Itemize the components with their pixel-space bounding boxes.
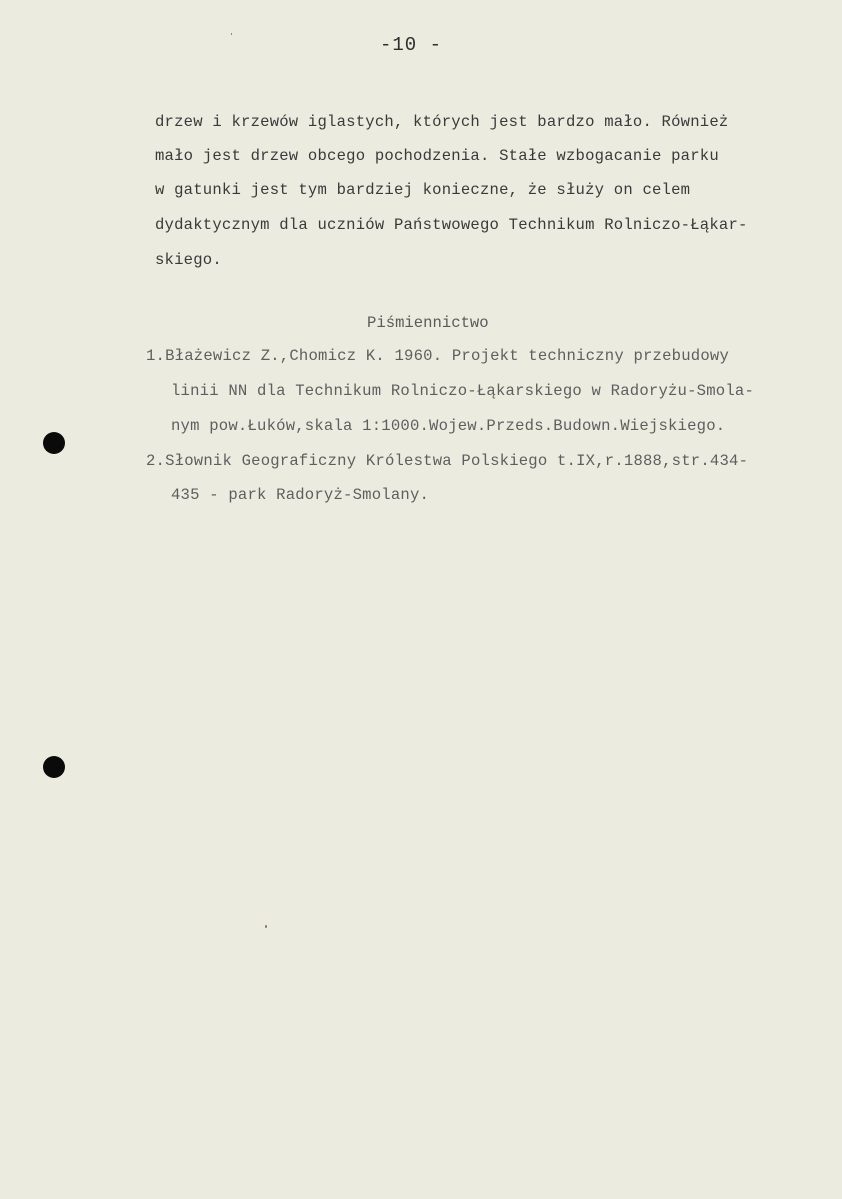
punch-hole bbox=[43, 432, 65, 454]
paper-speck bbox=[231, 33, 232, 35]
reference-line: 1.Błażewicz Z.,Chomicz K. 1960. Projekt techniczny przebudowy bbox=[146, 347, 730, 365]
reference-line: nym pow.Łuków,skala 1:1000.Wojew.Przeds.Budown.Wiejskiego. bbox=[171, 417, 726, 435]
reference-line: linii NN dla Technikum Rolniczo-Łąkarskiego w Radoryżu-Smola- bbox=[171, 382, 755, 400]
punch-hole bbox=[43, 756, 65, 778]
body-line: dydaktycznym dla uczniów Państwowego Technikum Rolniczo-Łąkar- bbox=[155, 216, 748, 234]
reference-line: 2.Słownik Geograficzny Królestwa Polskiego t.IX,r.1888,str.434- bbox=[146, 452, 749, 470]
reference-line: 435 - park Radoryż-Smolany. bbox=[171, 486, 430, 504]
body-line: mało jest drzew obcego pochodzenia. Stałe wzbogacanie parku bbox=[155, 147, 719, 165]
bibliography-heading: Piśmiennictwo bbox=[367, 314, 489, 332]
paper-speck bbox=[265, 925, 267, 928]
body-line: drzew i krzewów iglastych, których jest bardzo mało. Również bbox=[155, 113, 729, 131]
page-number: -10 - bbox=[380, 34, 443, 56]
body-line: w gatunki jest tym bardziej konieczne, że służy on celem bbox=[155, 181, 691, 199]
body-line: skiego. bbox=[155, 251, 222, 269]
